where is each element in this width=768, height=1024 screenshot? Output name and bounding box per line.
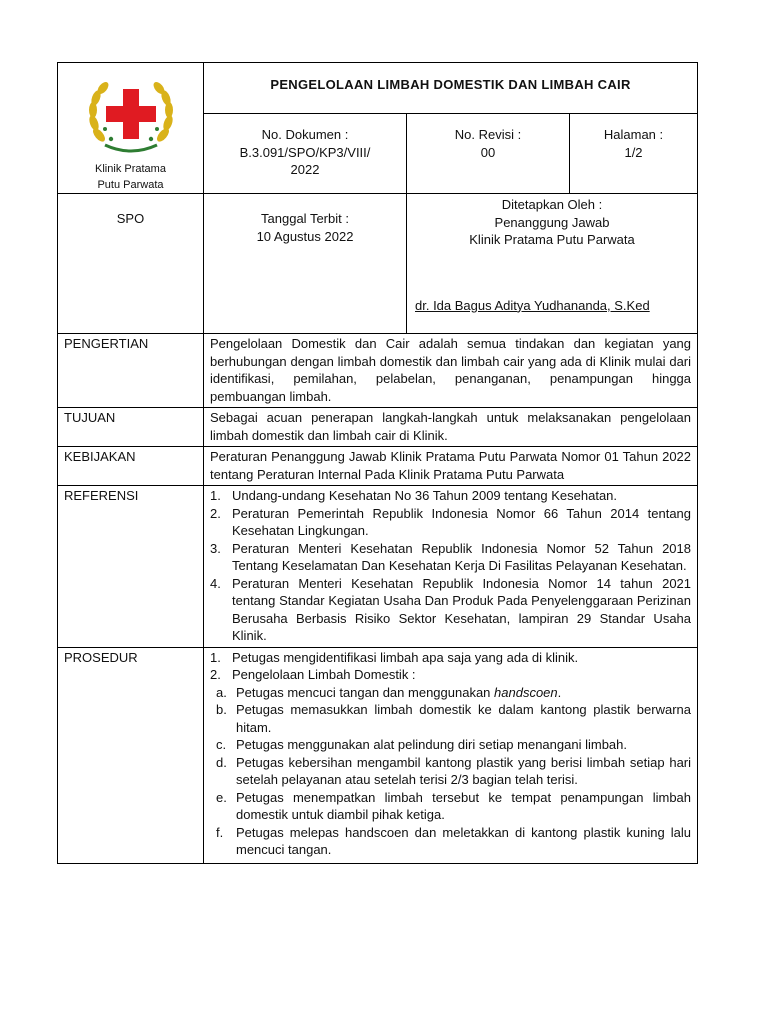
reference-item-text: Peraturan Pemerintah Republik Indonesia Nomor 66 Tahun 2014 tentang Kesehatan Lingkungan. <box>232 505 692 538</box>
clinic-logo-icon <box>85 77 177 157</box>
procedure-subitem: e. Petugas menempatkan limbah tersebut ke tempat penampungan limbah domestik untuk diambil pihak ketiga. <box>216 789 692 822</box>
approved-role-1: Penanggung Jawab <box>494 214 610 230</box>
page-label: Halaman : <box>603 127 664 143</box>
issue-date-cell <box>204 194 407 334</box>
procedure-item-text: Petugas mengidentifikasi limbah apa saja yang ada di klinik. <box>232 649 579 665</box>
procedure-subitem: d. Petugas kebersihan mengambil kantong plastik yang berisi limbah setiap hari setelah pelayanan atau setelah terisi 2/3 bagian telah terisi. <box>216 754 692 787</box>
procedure-subitem: a. Petugas mencuci tangan dan menggunakan handscoen. <box>216 684 562 700</box>
procedure-subitem: c. Petugas menggunakan alat pelindung diri setiap menangani limbah. <box>216 737 627 752</box>
reference-item: 2. Peraturan Pemerintah Republik Indonesia Nomor 66 Tahun 2014 tentang Kesehatan Lingkungan. <box>210 505 692 538</box>
section-text-kebijakan: Peraturan Penanggung Jawab Klinik Pratama Putu Parwata Nomor 01 Tahun 2022 tentang Peraturan Internal Pada Klinik Pratama Putu Parwata <box>204 447 698 486</box>
approved-by-label: Ditetapkan Oleh : <box>501 197 603 212</box>
reference-list <box>210 487 691 645</box>
spo-label: SPO <box>58 194 204 334</box>
section-text-pengertian: Pengelolaan Domestik dan Cair adalah semua tindakan dan kegiatan yang berhubungan dengan limbah domestik dan limbah cair yang ada di Klinik mulai dari identifikasi, pemilahan, pelabelan, penanganan, penampungan hingga pembuangan limbah. <box>204 334 698 408</box>
subitem-text: Petugas mencuci tangan dan menggunakan <box>236 684 495 700</box>
document-title: PENGELOLAAN LIMBAH DOMESTIK DAN LIMBAH CAIR <box>204 63 698 114</box>
spo-document <box>57 62 697 864</box>
subitem-text: Petugas melepas handscoen dan meletakkan di kantong plastik kuning lalu mencuci tangan. <box>236 824 692 857</box>
approved-role-2: Klinik Pratama Putu Parwata <box>469 232 635 247</box>
procedure-list <box>210 649 691 859</box>
reference-item: 3. Peraturan Menteri Kesehatan Republik Indonesia Nomor 52 Tahun 2018 Tentang Keselamatan Dan Kesehatan Kerja Di Fasilitas Pelayanan Kesehatan. <box>210 540 692 573</box>
subitem-text: Petugas menggunakan alat pelindung diri setiap menangani limbah. <box>236 737 627 752</box>
subitem-italic-term: handscoen <box>494 684 558 700</box>
doc-number-label: No. Dokumen : <box>261 127 349 143</box>
subitem-text: Petugas kebersihan mengambil kantong plastik yang berisi limbah setiap hari setelah pelayanan atau setelah terisi 2/3 bagian telah terisi. <box>236 754 692 787</box>
issue-date-label: Tanggal Terbit : <box>261 211 349 226</box>
procedure-item: 2. Pengelolaan Limbah Domestik : a. Petugas mencuci tangan dan menggunakan handscoen. b. Petugas memasukkan limbah domestik ke dalam kantong plastik berwarna hitam. c. Petugas menggunakan alat pelindung diri setiap menangani limbah. d. Petugas kebersihan mengambil kantong plastik yang berisi limbah setiap hari setelah pelayanan atau setelah terisi 2/3 bagian telah terisi. e. Petugas menempatkan limbah tersebut ke tempat penampungan limbah domestik untuk diambil pihak ketiga. f. Petugas melepas handscoen dan meletakkan di kantong plastik kuning lalu mencuci tangan. <box>210 667 692 857</box>
procedure-subitem: f. Petugas melepas handscoen dan meletakkan di kantong plastik kuning lalu mencuci tangan. <box>216 824 692 857</box>
reference-item: 4. Peraturan Menteri Kesehatan Republik Indonesia Nomor 14 tahun 2021 tentang Standar Kegiatan Usaha Dan Produk Pada Penyelenggaraan Perizinan Berusaha Berbasis Risiko Sektor Kesehatan, lampiran 29 Standar Usaha Klinik. <box>210 575 692 643</box>
reference-item: 1. Undang-undang Kesehatan No 36 Tahun 2009 tentang Kesehatan. <box>210 488 618 503</box>
signatory-name: dr. Ida Bagus Aditya Yudhananda, S.Ked <box>415 297 650 313</box>
doc-number-cell <box>204 114 407 194</box>
subitem-text: Petugas menempatkan limbah tersebut ke tempat penampungan limbah domestik untuk diambil pihak ketiga. <box>236 789 692 822</box>
issue-date-value: 10 Agustus 2022 <box>256 228 354 244</box>
section-body-referensi <box>204 486 698 648</box>
spo-table <box>57 62 698 864</box>
section-body-prosedur <box>204 647 698 863</box>
section-label-prosedur: PROSEDUR <box>58 647 204 863</box>
subitem-suffix: . <box>557 684 562 700</box>
subitem-text: Petugas memasukkan limbah domestik ke dalam kantong plastik berwarna hitam. <box>236 702 692 735</box>
logo-cell <box>58 63 204 194</box>
page-cell <box>570 114 698 194</box>
section-label-referensi: REFERENSI <box>58 486 204 648</box>
clinic-name-line1: Klinik Pratama <box>95 163 166 175</box>
revision-value: 00 <box>480 144 496 160</box>
page-value: 1/2 <box>624 144 643 160</box>
procedure-item: 1. Petugas mengidentifikasi limbah apa saja yang ada di klinik. <box>210 649 579 665</box>
doc-number-value-1: B.3.091/SPO/KP3/VIII/ <box>239 144 371 160</box>
revision-cell <box>407 114 570 194</box>
reference-item-text: Peraturan Menteri Kesehatan Republik Indonesia Nomor 14 tahun 2021 tentang Standar Kegiatan Usaha Dan Produk Pada Penyelenggaraan Perizinan Berusaha Berbasis Risiko Sektor Kesehatan, lampiran 29 Standar Usaha Klinik. <box>232 575 692 643</box>
section-label-tujuan: TUJUAN <box>58 408 204 447</box>
approval-cell <box>407 194 698 334</box>
reference-item-text: Undang-undang Kesehatan No 36 Tahun 2009 tentang Kesehatan. <box>232 488 618 503</box>
revision-label: No. Revisi : <box>454 127 522 143</box>
procedure-subitem: b. Petugas memasukkan limbah domestik ke dalam kantong plastik berwarna hitam. <box>216 702 692 735</box>
procedure-item-text: Pengelolaan Limbah Domestik : <box>232 667 416 682</box>
section-text-tujuan: Sebagai acuan penerapan langkah-langkah untuk melaksanakan pengelolaan limbah domestik dan limbah cair di Klinik. <box>204 408 698 447</box>
reference-item-text: Peraturan Menteri Kesehatan Republik Indonesia Nomor 52 Tahun 2018 Tentang Keselamatan Dan Kesehatan Kerja Di Fasilitas Pelayanan Kesehatan. <box>232 540 692 573</box>
section-label-pengertian: PENGERTIAN <box>58 334 204 408</box>
clinic-name-line2: Putu Parwata <box>97 179 164 191</box>
doc-number-value-2: 2022 <box>290 162 320 178</box>
section-label-kebijakan: KEBIJAKAN <box>58 447 204 486</box>
procedure-sublist <box>210 684 691 859</box>
